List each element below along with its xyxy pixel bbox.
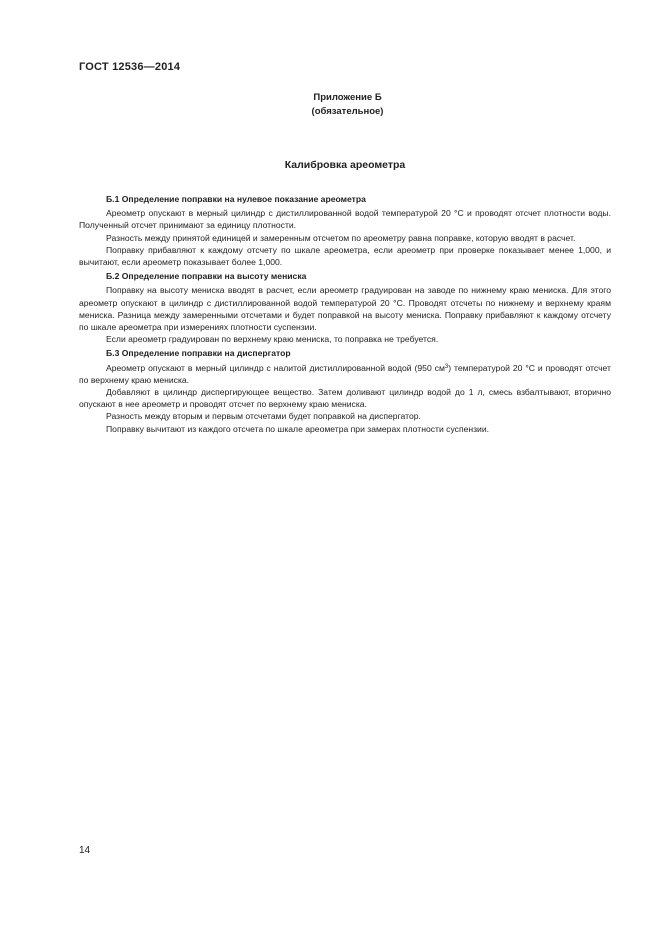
section-b3-heading: Б.3 Определение поправки на диспергатор [106,348,291,359]
section-b1-heading: Б.1 Определение поправки на нулевое показание ареометра [106,194,366,204]
appendix-block [250,91,445,119]
section-b3-paragraph: Добавляют в цилиндр диспергирующее вещество. Затем доливают цилиндр водой до 1 л, смесь взбалтывают, вторично опускают в нее ареометр и проводят отсчет по верхнему краю мениска. [79,387,611,410]
section-b2-heading: Б.2 Определение поправки на высоту мениска [106,271,307,282]
section-b1-paragraph: Ареометр опускают в мерный цилиндр с дистиллированной водой температурой 20 °С и проводят отсчет плотности воды. Полученный отсчет принимают за единицу плотности. [79,208,611,231]
page-title: Калибровка ареометра [284,159,406,171]
section-b2-paragraph: Поправку на высоту мениска вводят в расчет, если ареометр градуирован на заводе по нижнему краю мениска. Для этого ареометр опускают в цилиндр с дистиллированной водой температурой 20 °С. Проводят отсчеты по нижнему и верхнему краям мениска. Разница между замеренными отсчетами и будет поправкой на высоту мениска. Поправку прибавляют к каждому отсчету по шкале ареометра при измерениях плотности суспензии. [79,285,611,333]
section-b2-paragraph: Если ареометр градуирован по верхнему краю мениска, то поправка не требуется. [106,334,439,345]
appendix-label: Приложение Б [313,92,382,103]
paragraph-text: Ареометр опускают в мерный цилиндр с налитой дистиллированной водой (950 см [106,362,445,373]
document-body [79,191,611,435]
appendix-note: (обязательное) [311,106,384,117]
section-b1-paragraph: Разность между принятой единицей и замеренным отсчетом по ареометру равна поправке, которую вводят в расчет. [106,232,576,243]
section-b3-paragraph: Разность между вторым и первым отсчетами будет поправкой на диспергатор. [106,411,421,422]
superscript: 3 [444,363,449,370]
paragraph-text: ) температурой 20 °С и проводят отсчет по верхнему краю мениска. [79,362,611,385]
document-code: ГОСТ 12536—2014 [79,61,181,73]
page-number: 14 [79,845,91,856]
section-b3-paragraph: Поправку вычитают из каждого отсчета по шкале ареометра при замерах плотности суспензии. [106,423,490,434]
section-b1-paragraph: Поправку прибавляют к каждому отсчету по шкале ареометра, если ареометр при проверке показывает менее 1,000, и вычитают, если ареометр показывает более 1,000. [79,244,611,268]
section-b3-paragraph [79,362,611,386]
